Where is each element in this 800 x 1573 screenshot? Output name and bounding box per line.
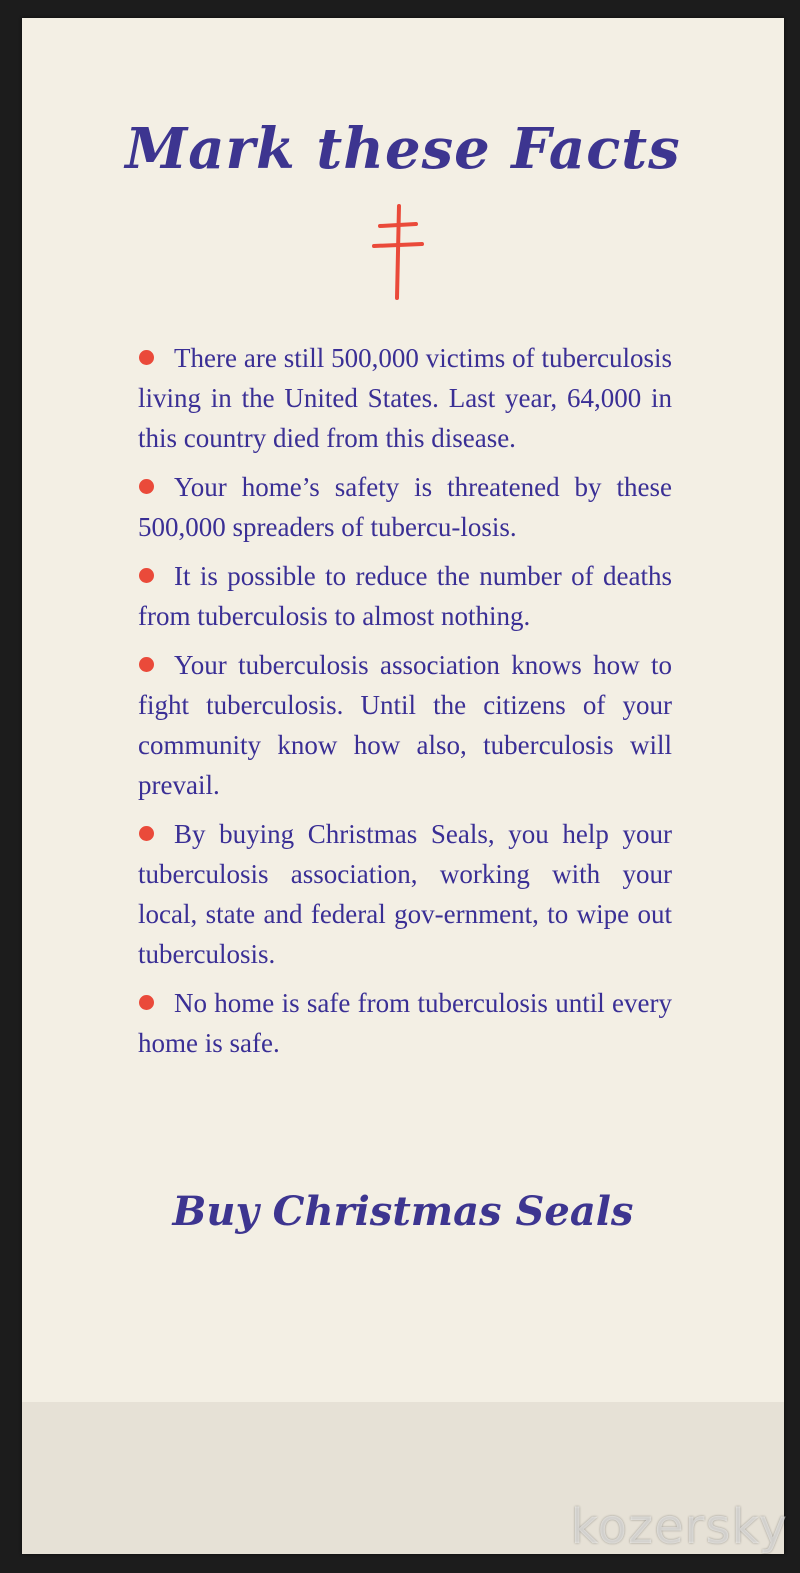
red-dot-bullet-icon (139, 995, 154, 1010)
fact-item (138, 983, 672, 1063)
page-title: Mark these Facts (125, 116, 681, 182)
watermark-text: kozersky (570, 1499, 788, 1555)
fact-text: Your tuberculosis association knows how to fight tuberculosis. Until the citizens of your community know how also, tuberculosis will prevail. (138, 650, 672, 800)
red-dot-bullet-icon (139, 657, 154, 672)
fact-item (138, 645, 672, 805)
fact-text: There are still 500,000 victims of tuberculosis living in the United States. Last year, 64,000 in this country died from this disease. (138, 343, 672, 453)
fact-item (138, 556, 672, 636)
pamphlet-page (22, 18, 784, 1554)
footer-slogan: Buy Christmas Seals (172, 1188, 634, 1235)
fact-text: No home is safe from tuberculosis until every home is safe. (138, 988, 672, 1058)
fact-text: Your home’s safety is threatened by these 500,000 spreaders of tubercu-losis. (138, 472, 672, 542)
fact-text: It is possible to reduce the number of deaths from tuberculosis to almost nothing. (138, 561, 672, 631)
fact-item (138, 467, 672, 547)
red-dot-bullet-icon (139, 479, 154, 494)
red-dot-bullet-icon (139, 826, 154, 841)
facts-list (138, 338, 672, 1072)
fact-item (138, 814, 672, 974)
red-dot-bullet-icon (139, 568, 154, 583)
red-dot-bullet-icon (139, 350, 154, 365)
fact-item (138, 338, 672, 458)
double-barred-cross-icon (366, 202, 426, 302)
fact-text: By buying Christmas Seals, you help your tuberculosis association, working with your local, state and federal gov-ernment, to wipe out tuberculosis. (138, 819, 672, 969)
